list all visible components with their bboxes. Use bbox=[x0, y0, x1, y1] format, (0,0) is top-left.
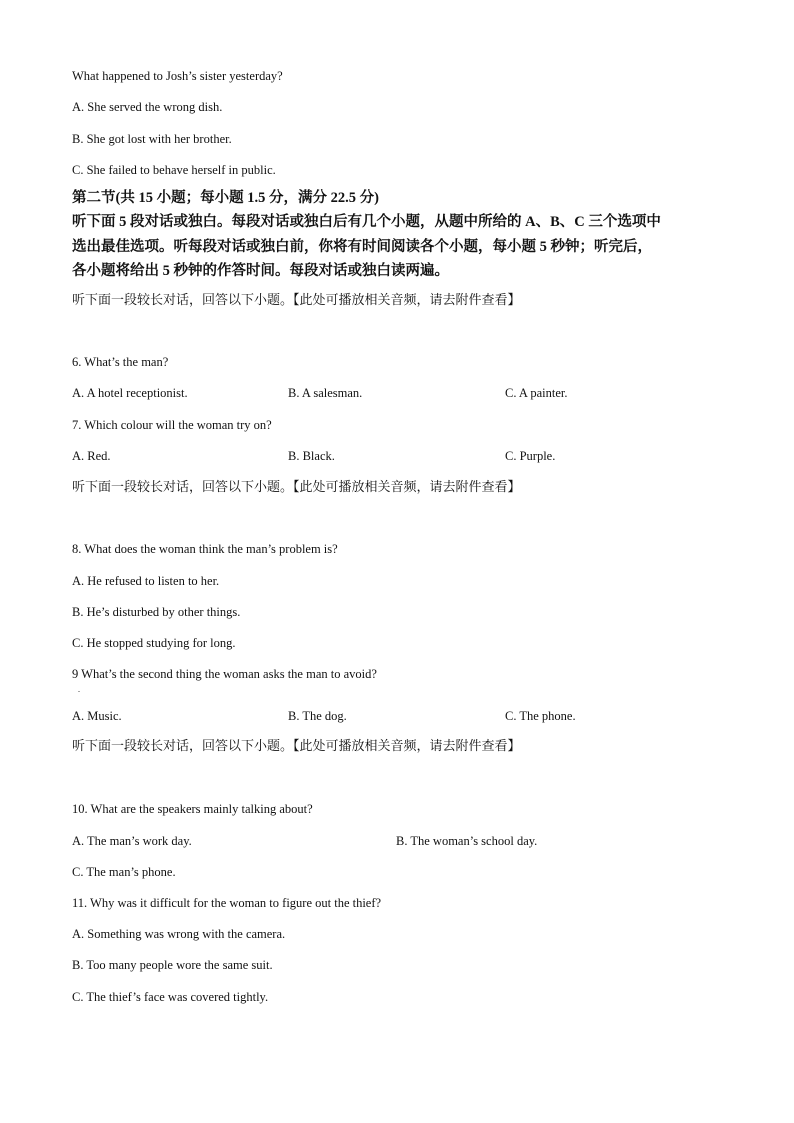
section-2-title: 第二节(共 15 小题；每小题 1.5 分，满分 22.5 分) bbox=[72, 190, 379, 206]
question-9-stem: 9 What’s the second thing the woman asks the man to avoid? bbox=[72, 667, 377, 681]
section-2-instruction-line-1: 听下面 5 段对话或独白。每段对话或独白后有几个小题，从题中所给的 A、B、C 三个选项中 bbox=[72, 214, 661, 230]
question-7-stem: 7. Which colour will the woman try on? bbox=[72, 418, 272, 432]
question-7-option-c: C. Purple. bbox=[505, 449, 556, 463]
question-11-stem: 11. Why was it difficult for the woman to figure out the thief? bbox=[72, 896, 382, 910]
question-5-option-c: C. She failed to behave herself in public. bbox=[72, 163, 276, 177]
question-8-option-b: B. He’s disturbed by other things. bbox=[72, 605, 241, 619]
question-9-option-b: B. The dog. bbox=[288, 709, 347, 723]
question-9-option-c: C. The phone. bbox=[505, 709, 576, 723]
section-2-instruction-line-2: 选出最佳选项。听每段对话或独白前，你将有时间阅读各个小题，每小题 5 秒钟；听完后， bbox=[72, 239, 652, 255]
audio-note-1: 听下面一段较长对话，回答以下小题。【此处可播放相关音频，请去附件查看】 bbox=[72, 292, 521, 307]
audio-note-2: 听下面一段较长对话，回答以下小题。【此处可播放相关音频，请去附件查看】 bbox=[72, 479, 521, 494]
question-10-option-c: C. The man’s phone. bbox=[72, 865, 176, 879]
question-6-option-c: C. A painter. bbox=[505, 386, 568, 400]
question-7-option-a: A. Red. bbox=[72, 449, 111, 463]
question-9-stray-dot: . bbox=[78, 685, 80, 694]
section-2-instruction-line-3: 各小题将给出 5 秒钟的作答时间。每段对话或独白读两遍。 bbox=[72, 263, 449, 279]
question-5-stem: What happened to Josh’s sister yesterday? bbox=[72, 69, 283, 83]
question-11-option-b: B. Too many people wore the same suit. bbox=[72, 958, 273, 972]
audio-note-3: 听下面一段较长对话，回答以下小题。【此处可播放相关音频，请去附件查看】 bbox=[72, 738, 521, 753]
question-8-option-c: C. He stopped studying for long. bbox=[72, 636, 236, 650]
question-10-option-b: B. The woman’s school day. bbox=[396, 834, 538, 848]
question-5-option-a: A. She served the wrong dish. bbox=[72, 100, 223, 114]
question-8-stem: 8. What does the woman think the man’s problem is? bbox=[72, 542, 338, 556]
question-6-stem: 6. What’s the man? bbox=[72, 355, 169, 369]
question-6-option-b: B. A salesman. bbox=[288, 386, 363, 400]
question-5-option-b: B. She got lost with her brother. bbox=[72, 132, 232, 146]
question-6-option-a: A. A hotel receptionist. bbox=[72, 386, 188, 400]
question-8-option-a: A. He refused to listen to her. bbox=[72, 574, 220, 588]
question-11-option-c: C. The thief’s face was covered tightly. bbox=[72, 990, 269, 1004]
question-11-option-a: A. Something was wrong with the camera. bbox=[72, 927, 286, 941]
question-9-option-a: A. Music. bbox=[72, 709, 122, 723]
question-7-option-b: B. Black. bbox=[288, 449, 335, 463]
question-10-stem: 10. What are the speakers mainly talking about? bbox=[72, 802, 313, 816]
question-10-option-a: A. The man’s work day. bbox=[72, 834, 192, 848]
